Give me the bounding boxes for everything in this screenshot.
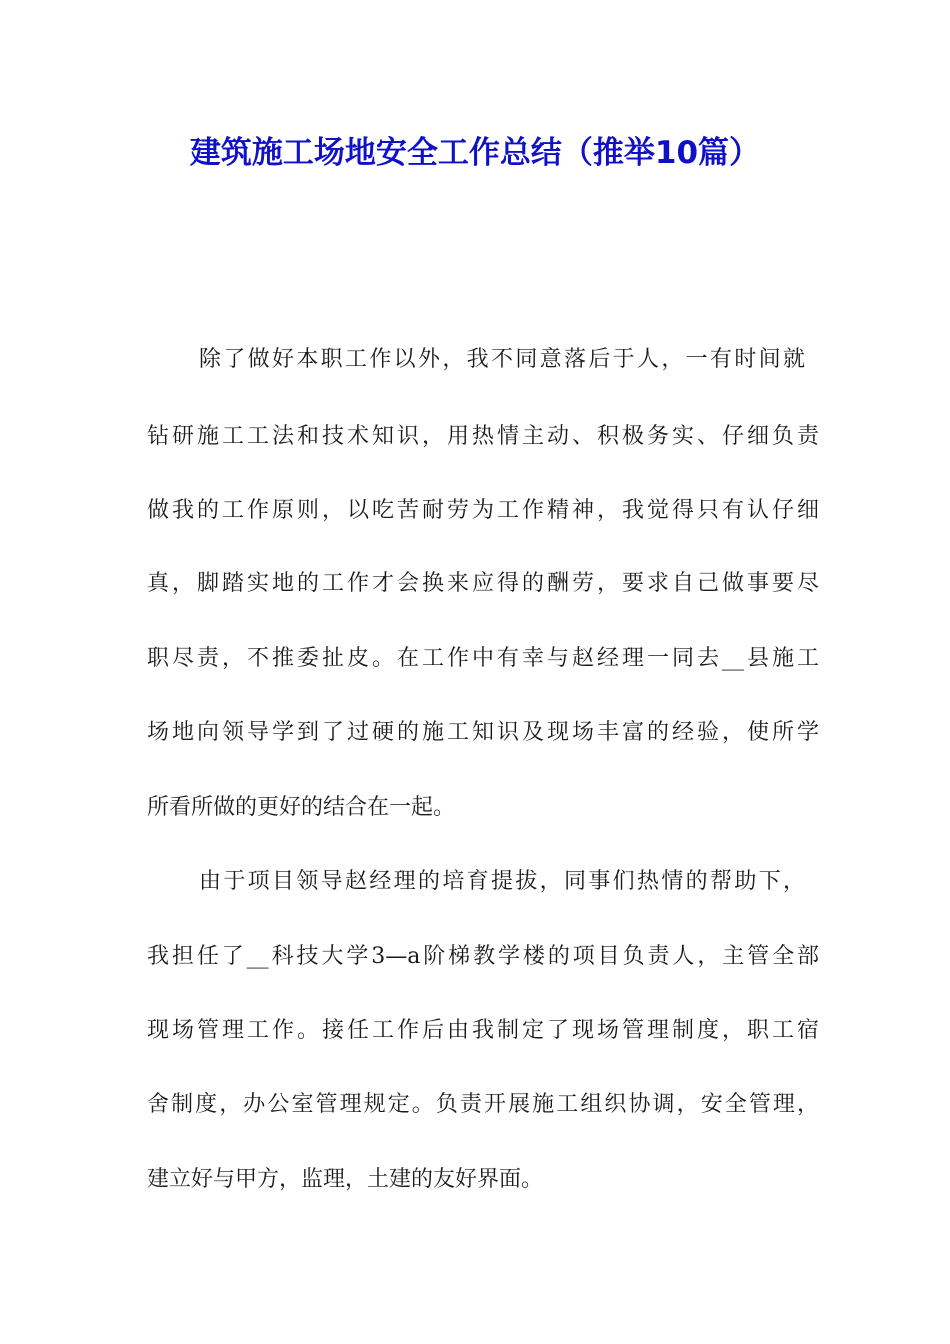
paragraph-1-line-6: 场地向领导学到了过硬的施工知识及现场丰富的经验，使所学 (147, 720, 819, 745)
paragraph-1-line-4: 真，脚踏实地的工作才会换来应得的酬劳，要求自己做事要尽 (147, 571, 819, 596)
paragraph-1-line-5: 职尽责，不推委扯皮。在工作中有幸与赵经理一同去__县施工 (147, 646, 819, 671)
paragraph-2-line-4: 舍制度，办公室管理规定。负责开展施工组织协调，安全管理， (147, 1092, 819, 1117)
paragraph-1-line-3: 做我的工作原则，以吃苦耐劳为工作精神，我觉得只有认仔细 (147, 498, 819, 523)
paragraph-2-line-2: 我担任了__科技大学3—a阶梯教学楼的项目负责人，主管全部 (147, 944, 819, 969)
paragraph-2-line-5: 建立好与甲方，监理，土建的友好界面。 (147, 1167, 544, 1192)
paragraph-2-line-3: 现场管理工作。接任工作后由我制定了现场管理制度，职工宿 (147, 1018, 819, 1043)
paragraph-1-line-7: 所看所做的更好的结合在一起。 (147, 795, 456, 820)
paragraph-1-line-1: 除了做好本职工作以外，我不同意落后于人，一有时间就 (199, 347, 805, 372)
paragraph-2-line-1: 由于项目领导赵经理的培育提拔，同事们热情的帮助下， (199, 869, 805, 894)
document-title: 建筑施工场地安全工作总结（推举10篇） (189, 135, 761, 171)
paragraph-1-line-2: 钻研施工工法和技术知识，用热情主动、积极务实、仔细负责 (147, 424, 819, 449)
